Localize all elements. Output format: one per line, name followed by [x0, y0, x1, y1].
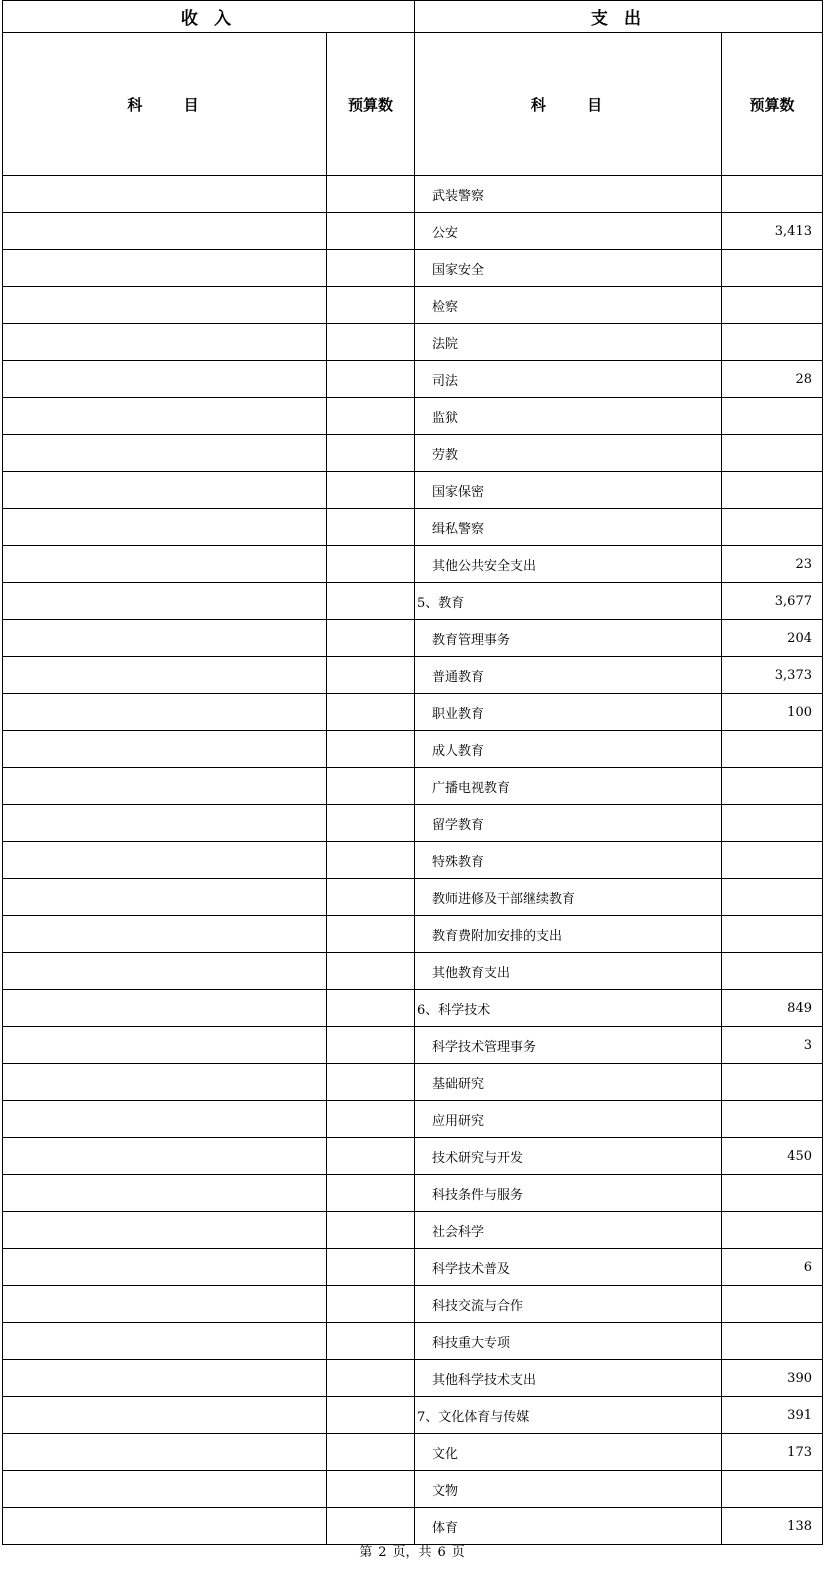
income-subject-cell	[3, 879, 327, 916]
income-budget-cell	[327, 953, 415, 990]
expense-budget-cell: 173	[722, 1434, 823, 1471]
expense-budget-cell	[722, 879, 823, 916]
expense-subject-cell: 文物	[415, 1471, 722, 1508]
income-budget-cell	[327, 1249, 415, 1286]
expense-subject-cell: 社会科学	[415, 1212, 722, 1249]
expense-subject-cell: 武装警察	[415, 176, 722, 213]
expense-budget-cell: 100	[722, 694, 823, 731]
income-budget-cell	[327, 731, 415, 768]
income-budget-cell	[327, 250, 415, 287]
income-budget-cell	[327, 1434, 415, 1471]
footer-label-mid: 页，共	[392, 1545, 432, 1560]
income-subject-header: 科 目	[3, 33, 327, 176]
table-row	[3, 1508, 823, 1545]
table-row	[3, 1101, 823, 1138]
expense-budget-cell	[722, 916, 823, 953]
income-budget-cell	[327, 694, 415, 731]
expense-budget-cell	[722, 731, 823, 768]
expense-budget-cell	[722, 842, 823, 879]
income-subject-cell	[3, 176, 327, 213]
expense-subject-cell: 职业教育	[415, 694, 722, 731]
income-subject-cell	[3, 620, 327, 657]
income-subject-cell	[3, 472, 327, 509]
expense-budget-cell	[722, 1286, 823, 1323]
expense-subject-cell: 成人教育	[415, 731, 722, 768]
expense-budget-cell	[722, 805, 823, 842]
table-row	[3, 731, 823, 768]
expense-budget-cell	[722, 250, 823, 287]
income-budget-cell	[327, 1323, 415, 1360]
table-row	[3, 879, 823, 916]
expense-subject-cell: 监狱	[415, 398, 722, 435]
expense-budget-cell: 3,677	[722, 583, 823, 620]
expense-budget-header: 预算数	[722, 33, 823, 176]
income-subject-cell	[3, 324, 327, 361]
income-subject-cell	[3, 953, 327, 990]
table-row	[3, 657, 823, 694]
page-footer	[2, 1541, 822, 1560]
income-budget-cell	[327, 398, 415, 435]
expense-budget-cell	[722, 1471, 823, 1508]
expense-subject-cell: 教育费附加安排的支出	[415, 916, 722, 953]
income-subject-cell	[3, 916, 327, 953]
expense-subject-cell: 科技交流与合作	[415, 1286, 722, 1323]
footer-page-number: 2	[378, 1545, 387, 1560]
income-subject-cell	[3, 435, 327, 472]
income-subject-cell	[3, 1249, 327, 1286]
expense-budget-cell	[722, 509, 823, 546]
income-budget-cell	[327, 842, 415, 879]
income-header: 收 入	[3, 1, 415, 33]
expense-budget-cell	[722, 1212, 823, 1249]
expense-subject-cell: 文化	[415, 1434, 722, 1471]
expense-subject-header: 科 目	[415, 33, 722, 176]
table-row	[3, 1397, 823, 1434]
column-header-row	[3, 33, 823, 176]
table-row	[3, 176, 823, 213]
income-budget-cell	[327, 472, 415, 509]
expense-subject-cell: 技术研究与开发	[415, 1138, 722, 1175]
expense-subject-cell: 法院	[415, 324, 722, 361]
table-row	[3, 1175, 823, 1212]
expense-budget-cell	[722, 472, 823, 509]
expense-subject-cell: 7、文化体育与传媒	[415, 1397, 722, 1434]
table-row	[3, 361, 823, 398]
income-budget-cell	[327, 620, 415, 657]
expense-subject-cell: 公安	[415, 213, 722, 250]
expense-budget-cell	[722, 953, 823, 990]
expense-subject-cell: 教育管理事务	[415, 620, 722, 657]
income-subject-cell	[3, 1508, 327, 1545]
expense-budget-cell: 6	[722, 1249, 823, 1286]
section-header-row	[3, 1, 823, 33]
budget-sheet	[2, 0, 822, 1560]
income-subject-cell	[3, 768, 327, 805]
expense-subject-cell: 科技条件与服务	[415, 1175, 722, 1212]
table-row	[3, 1286, 823, 1323]
income-budget-cell	[327, 990, 415, 1027]
income-subject-cell	[3, 583, 327, 620]
expense-budget-cell: 3,413	[722, 213, 823, 250]
income-budget-cell	[327, 916, 415, 953]
income-budget-header: 预算数	[327, 33, 415, 176]
income-subject-cell	[3, 805, 327, 842]
table-row	[3, 916, 823, 953]
income-budget-cell	[327, 509, 415, 546]
expense-budget-cell: 138	[722, 1508, 823, 1545]
table-row	[3, 435, 823, 472]
income-subject-cell	[3, 287, 327, 324]
expense-subject-cell: 基础研究	[415, 1064, 722, 1101]
table-row	[3, 1064, 823, 1101]
income-subject-cell	[3, 1360, 327, 1397]
expense-subject-cell: 其他科学技术支出	[415, 1360, 722, 1397]
expense-budget-cell	[722, 398, 823, 435]
income-subject-cell	[3, 1471, 327, 1508]
expense-budget-cell	[722, 768, 823, 805]
footer-label-page: 第	[359, 1545, 373, 1560]
expense-subject-cell: 检察	[415, 287, 722, 324]
income-budget-cell	[327, 546, 415, 583]
income-subject-cell	[3, 990, 327, 1027]
income-budget-cell	[327, 1397, 415, 1434]
income-budget-cell	[327, 657, 415, 694]
table-row	[3, 805, 823, 842]
expense-budget-cell: 28	[722, 361, 823, 398]
expense-subject-cell: 劳教	[415, 435, 722, 472]
expense-budget-cell: 3	[722, 1027, 823, 1064]
expense-subject-cell: 特殊教育	[415, 842, 722, 879]
table-row	[3, 250, 823, 287]
income-budget-cell	[327, 768, 415, 805]
expense-budget-cell: 204	[722, 620, 823, 657]
table-row	[3, 990, 823, 1027]
table-row	[3, 1360, 823, 1397]
income-budget-cell	[327, 435, 415, 472]
expense-subject-cell: 科学技术普及	[415, 1249, 722, 1286]
expense-subject-cell: 科学技术管理事务	[415, 1027, 722, 1064]
income-subject-cell	[3, 1286, 327, 1323]
income-subject-cell	[3, 657, 327, 694]
expense-subject-cell: 体育	[415, 1508, 722, 1545]
income-budget-cell	[327, 583, 415, 620]
income-subject-cell	[3, 1397, 327, 1434]
expense-subject-cell: 缉私警察	[415, 509, 722, 546]
expense-budget-cell	[722, 1175, 823, 1212]
table-row	[3, 1434, 823, 1471]
income-subject-cell	[3, 1323, 327, 1360]
income-subject-cell	[3, 361, 327, 398]
income-budget-cell	[327, 1064, 415, 1101]
income-budget-cell	[327, 176, 415, 213]
income-budget-cell	[327, 1101, 415, 1138]
income-subject-cell	[3, 842, 327, 879]
expense-subject-cell: 司法	[415, 361, 722, 398]
expense-budget-cell	[722, 435, 823, 472]
income-budget-cell	[327, 287, 415, 324]
income-subject-cell	[3, 1175, 327, 1212]
income-budget-cell	[327, 879, 415, 916]
expense-budget-cell	[722, 176, 823, 213]
income-subject-cell	[3, 213, 327, 250]
income-subject-cell	[3, 1212, 327, 1249]
table-row	[3, 583, 823, 620]
footer-label-end: 页	[451, 1545, 465, 1560]
income-subject-cell	[3, 1027, 327, 1064]
table-row	[3, 1027, 823, 1064]
table-row	[3, 768, 823, 805]
income-subject-cell	[3, 1064, 327, 1101]
expense-budget-cell	[722, 287, 823, 324]
expense-budget-cell	[722, 1101, 823, 1138]
expense-subject-cell: 国家保密	[415, 472, 722, 509]
footer-page-total: 6	[437, 1545, 446, 1560]
expense-subject-cell: 5、教育	[415, 583, 722, 620]
income-budget-cell	[327, 361, 415, 398]
income-budget-cell	[327, 1138, 415, 1175]
income-budget-cell	[327, 324, 415, 361]
expense-header: 支 出	[415, 1, 823, 33]
income-budget-cell	[327, 1212, 415, 1249]
expense-budget-cell: 23	[722, 546, 823, 583]
income-subject-cell	[3, 509, 327, 546]
expense-subject-cell: 国家安全	[415, 250, 722, 287]
table-row	[3, 842, 823, 879]
table-row	[3, 953, 823, 990]
table-row	[3, 472, 823, 509]
income-subject-cell	[3, 1434, 327, 1471]
expense-subject-cell: 教师进修及干部继续教育	[415, 879, 722, 916]
expense-budget-cell: 450	[722, 1138, 823, 1175]
income-budget-cell	[327, 1471, 415, 1508]
expense-subject-cell: 其他教育支出	[415, 953, 722, 990]
expense-budget-cell: 849	[722, 990, 823, 1027]
expense-budget-cell: 391	[722, 1397, 823, 1434]
table-row	[3, 509, 823, 546]
expense-budget-cell	[722, 324, 823, 361]
expense-budget-cell: 390	[722, 1360, 823, 1397]
table-row	[3, 324, 823, 361]
table-row	[3, 1212, 823, 1249]
table-row	[3, 398, 823, 435]
income-subject-cell	[3, 694, 327, 731]
income-subject-cell	[3, 398, 327, 435]
table-row	[3, 1249, 823, 1286]
expense-subject-cell: 其他公共安全支出	[415, 546, 722, 583]
income-budget-cell	[327, 1360, 415, 1397]
expense-subject-cell: 科技重大专项	[415, 1323, 722, 1360]
table-row	[3, 1138, 823, 1175]
expense-budget-cell: 3,373	[722, 657, 823, 694]
table-row	[3, 287, 823, 324]
expense-budget-cell	[722, 1323, 823, 1360]
table-row	[3, 694, 823, 731]
table-row	[3, 620, 823, 657]
expense-budget-cell	[722, 1064, 823, 1101]
income-budget-cell	[327, 1508, 415, 1545]
income-subject-cell	[3, 546, 327, 583]
income-budget-cell	[327, 1175, 415, 1212]
income-subject-cell	[3, 731, 327, 768]
expense-subject-cell: 普通教育	[415, 657, 722, 694]
income-subject-cell	[3, 250, 327, 287]
income-budget-cell	[327, 1027, 415, 1064]
income-budget-cell	[327, 213, 415, 250]
table-row	[3, 1471, 823, 1508]
expense-subject-cell: 留学教育	[415, 805, 722, 842]
income-budget-cell	[327, 1286, 415, 1323]
income-budget-cell	[327, 805, 415, 842]
table-row	[3, 213, 823, 250]
expense-subject-cell: 应用研究	[415, 1101, 722, 1138]
income-subject-cell	[3, 1138, 327, 1175]
expense-subject-cell: 广播电视教育	[415, 768, 722, 805]
income-subject-cell	[3, 1101, 327, 1138]
table-row	[3, 546, 823, 583]
budget-table	[2, 0, 823, 1545]
expense-subject-cell: 6、科学技术	[415, 990, 722, 1027]
table-row	[3, 1323, 823, 1360]
